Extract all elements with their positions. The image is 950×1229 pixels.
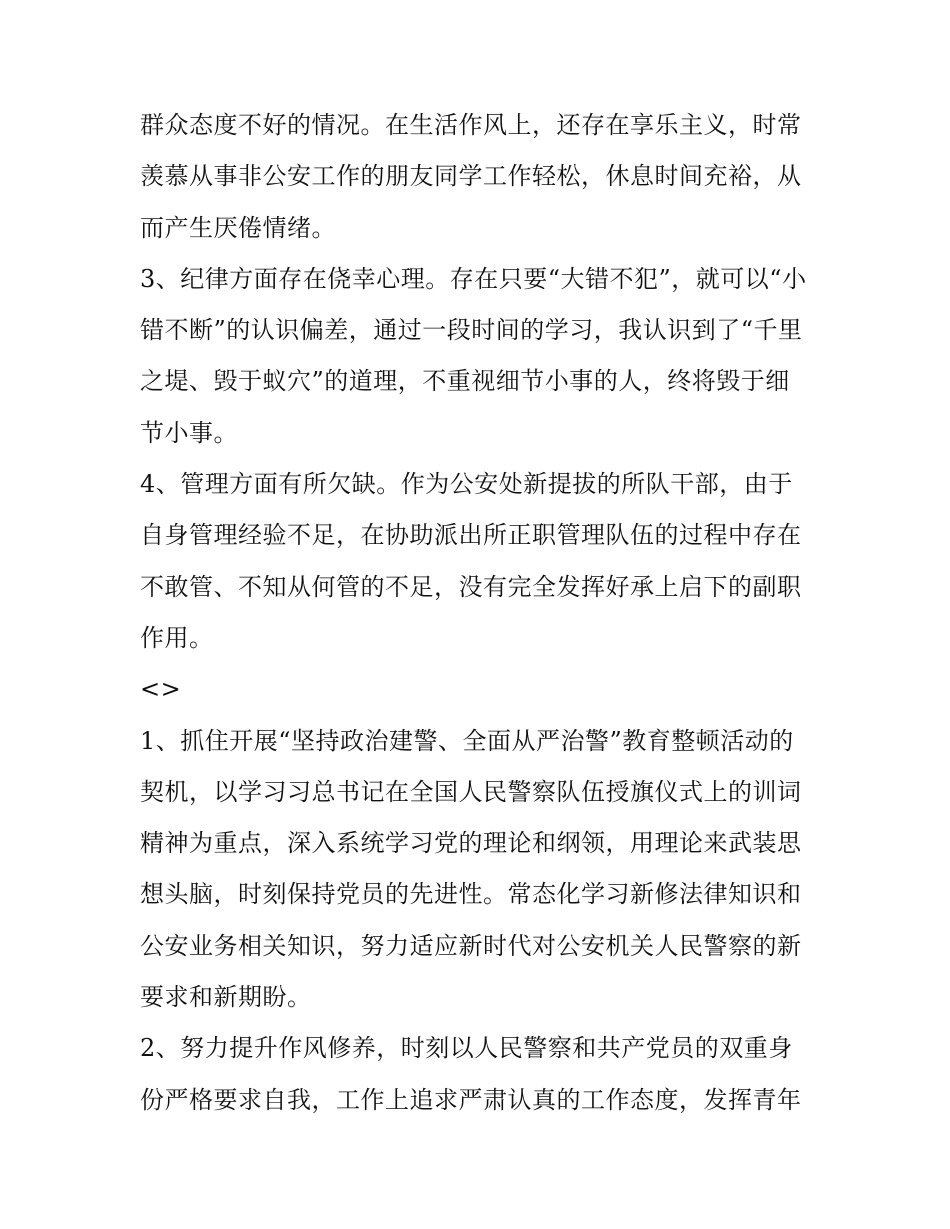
text-line: 4、管理方面有所欠缺。作为公安处新提拔的所队干部，由于 <box>140 470 793 499</box>
text-line: 要求和新期盼。 <box>140 983 312 1012</box>
text-line: 作用。 <box>140 623 214 652</box>
text-line: 份严格要求自我，工作上追求严肃认真的工作态度，发挥青年 <box>140 1085 802 1114</box>
text-line: 3、纪律方面存在侥幸心理。存在只要“大错不犯”，就可以“小 <box>140 264 807 293</box>
text-line: 精神为重点，深入系统学习党的理论和纲领，用理论来武装思 <box>140 829 802 858</box>
text-line: 之堤、毁于蚁穴”的道理，不重视细节小事的人，终将毁于细 <box>140 367 790 396</box>
text-line: 契机，以学习习总书记在全国人民警察队伍授旗仪式上的训词 <box>140 777 802 806</box>
text-line: 自身管理经验不足，在协助派出所正职管理队伍的过程中存在 <box>140 521 802 550</box>
text-line: 节小事。 <box>140 418 238 447</box>
document-page <box>140 100 812 1126</box>
text-line: 2、努力提升作风修养，时刻以人民警察和共产党员的双重身 <box>140 1034 793 1063</box>
text-line: 而产生厌倦情绪。 <box>140 213 336 242</box>
section-marker: <> <box>140 675 182 704</box>
text-line: 群众态度不好的情况。在生活作风上，还存在享乐主义，时常 <box>140 111 802 139</box>
text-line: 错不断”的认识偏差，通过一段时间的学习，我认识到了“千里 <box>140 316 803 345</box>
text-line: 不敢管、不知从何管的不足，没有完全发挥好承上启下的副职 <box>140 572 802 601</box>
text-line: 公安业务相关知识，努力适应新时代对公安机关人民警察的新 <box>140 931 802 960</box>
text-line: 羡慕从事非公安工作的朋友同学工作轻松，休息时间充裕，从 <box>140 162 802 191</box>
text-line: 想头脑，时刻保持党员的先进性。常态化学习新修法律知识和 <box>140 880 802 909</box>
text-line: 1、抓住开展“坚持政治建警、全面从严治警”教育整顿活动的 <box>140 726 794 755</box>
